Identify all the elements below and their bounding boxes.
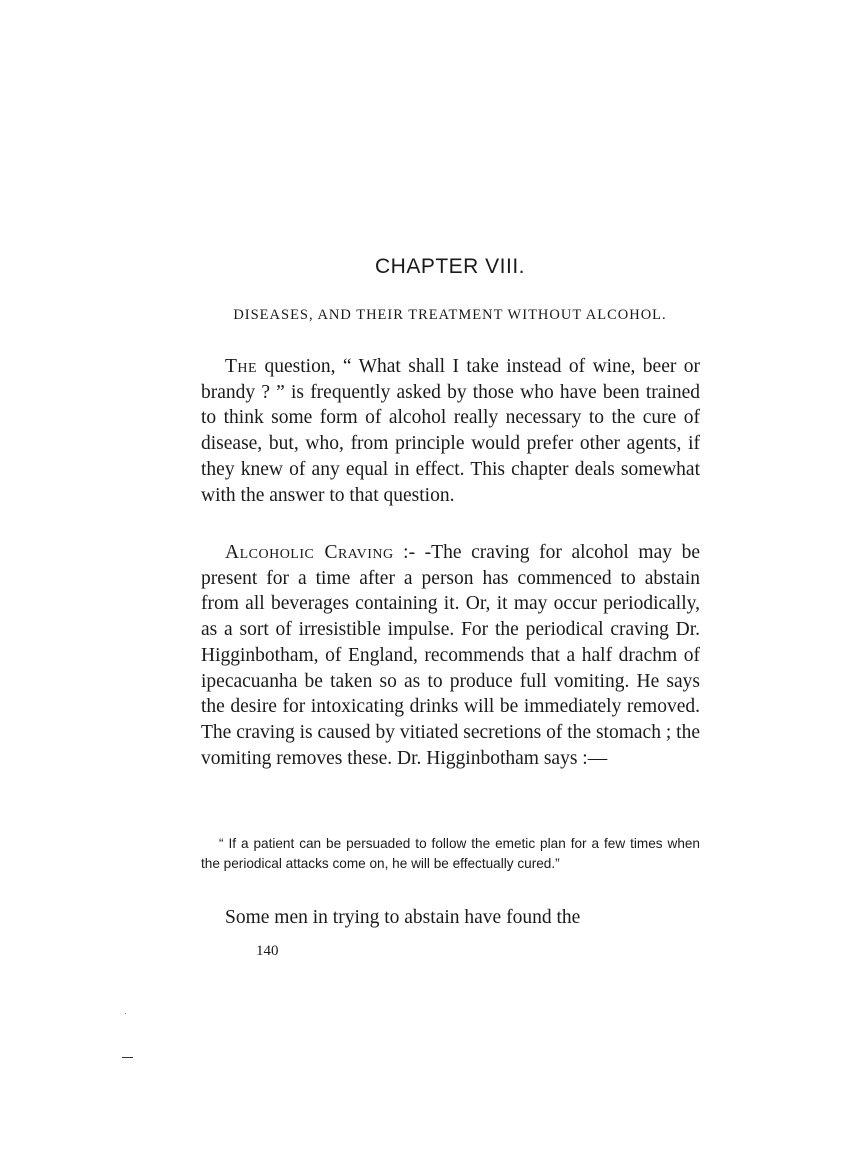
- paragraph-alcoholic-craving: [201, 540, 700, 771]
- scan-margin-mark: [122, 1057, 133, 1058]
- chapter-title: CHAPTER VIII.: [374, 255, 526, 278]
- paragraph-lead-word: The: [225, 356, 258, 377]
- paragraph-question: [201, 354, 700, 508]
- paragraph-continuation: Some men in trying to abstain have found the: [225, 907, 581, 928]
- page-number: 140: [256, 943, 279, 959]
- paragraph-question-text: question, “ What shall I take instead of wine, beer or brandy ? ” is frequently asked by those who have been trained to think some form of alcohol really necessary to the cure of disease, but, who, from principle would prefer other agents, if they knew of any equal in effect. This chapter deals somewhat with the answer to that question.: [201, 356, 700, 506]
- scan-speck: [125, 1013, 126, 1014]
- section-heading-alcoholic-craving: Alcoholic Craving: [225, 542, 394, 563]
- paragraph-craving-text: :- -The craving for alcohol may be present for a time after a person has commenced to abstain from all beverages containing it. Or, it may occur periodically, as a sort of irresistible impulse. For the periodical craving Dr. Higginbotham, of England, recommends that a half drachm of ipecacuanha be taken so as to produce full vomiting. He says the desire for intoxicating drinks will be immediately removed. The craving is caused by vitiated secretions of the stomach ; the vomiting removes these. Dr. Higginbotham says :—: [201, 542, 700, 769]
- chapter-subtitle: DISEASES, AND THEIR TREATMENT WITHOUT ALCOHOL.: [233, 307, 667, 323]
- block-quote: “ If a patient can be persuaded to follow the emetic plan for a few times when the periodical attacks come on, he will be effectually cured.”: [201, 836, 700, 871]
